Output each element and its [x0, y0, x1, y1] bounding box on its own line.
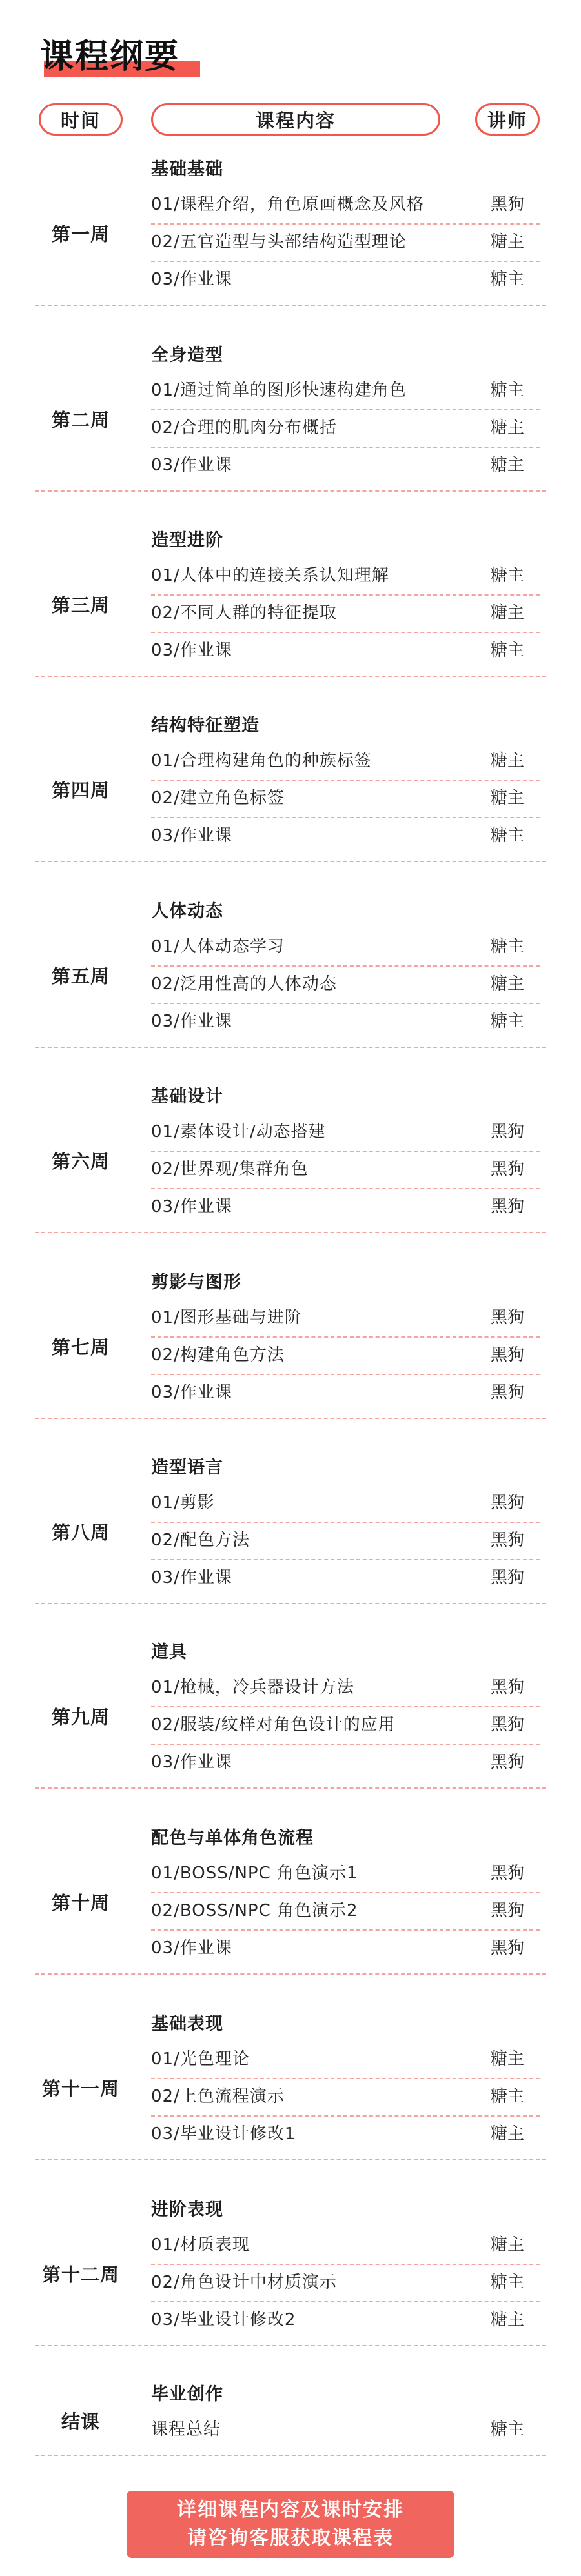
lesson-row — [0, 929, 581, 964]
lesson-row — [0, 743, 581, 778]
week-label: 第十周 — [51, 1892, 110, 1914]
week-label: 第九周 — [51, 1706, 110, 1728]
week-title: 人体动态 — [151, 901, 223, 921]
lesson-title: 02/上色流程演示 — [151, 2087, 285, 2106]
lesson-title: 01/图形基础与进阶 — [151, 1308, 302, 1327]
lesson-title: 01/剪影 — [151, 1493, 215, 1513]
lesson-title: 01/光色理论 — [151, 2049, 250, 2069]
week-divider — [35, 2159, 546, 2160]
lesson-teacher: 黑狗 — [490, 1493, 524, 1513]
week-title: 剪影与图形 — [151, 1273, 241, 1293]
lesson-teacher: 糖主 — [490, 2235, 524, 2255]
lesson-teacher: 糖主 — [490, 456, 524, 475]
lesson-title: 03/作业课 — [151, 270, 232, 289]
lesson-row — [0, 596, 581, 630]
lesson-title: 03/作业课 — [151, 1197, 232, 1216]
title-block — [40, 31, 195, 83]
lesson-title: 03/作业课 — [151, 1383, 232, 1402]
lesson-teacher: 糖主 — [490, 789, 524, 808]
lesson-teacher: 糖主 — [490, 2273, 524, 2292]
header-time: 时间 — [39, 103, 123, 136]
lesson-row — [0, 781, 581, 816]
lesson-teacher: 糖主 — [490, 2087, 524, 2106]
lesson-teacher: 糖主 — [490, 1012, 524, 1031]
lesson-title: 02/角色设计中材质演示 — [151, 2273, 337, 2292]
lesson-title: 课程总结 — [151, 2420, 221, 2439]
week-label: 第八周 — [51, 1522, 110, 1544]
lesson-row — [0, 1560, 581, 1595]
lesson-title: 01/枪械，冷兵器设计方法 — [151, 1678, 354, 1697]
lesson-row — [0, 2079, 581, 2114]
week-label: 第七周 — [51, 1336, 110, 1358]
week-divider — [35, 1603, 546, 1604]
lesson-title: 01/素体设计/动态搭建 — [151, 1122, 326, 1142]
lesson-teacher: 黑狗 — [490, 1901, 524, 1920]
week-divider — [35, 2455, 546, 2456]
lesson-row — [0, 1004, 581, 1039]
lesson-title: 01/人体中的连接关系认知理解 — [151, 566, 389, 585]
lesson-teacher: 黑狗 — [490, 1938, 524, 1958]
lesson-row — [0, 1745, 581, 1780]
lesson-row — [0, 448, 581, 483]
cta-line-2: 请咨询客服获取课程表 — [187, 2527, 394, 2550]
lesson-row — [0, 2412, 581, 2447]
lesson-title: 03/作业课 — [151, 1753, 232, 1772]
lesson-title: 02/不同人群的特征提取 — [151, 603, 337, 623]
week-label: 第六周 — [51, 1151, 110, 1172]
week-divider — [35, 861, 546, 862]
lesson-row — [0, 2042, 581, 2077]
lesson-row — [0, 818, 581, 853]
lesson-teacher: 黑狗 — [490, 1308, 524, 1327]
lesson-row — [0, 1707, 581, 1742]
week-label: 第四周 — [51, 780, 110, 801]
lesson-title: 03/作业课 — [151, 1938, 232, 1958]
lesson-row — [0, 373, 581, 408]
lesson-teacher: 糖主 — [490, 974, 524, 994]
week-divider — [35, 490, 546, 492]
lesson-title: 02/泛用性高的人体动态 — [151, 974, 337, 994]
lesson-teacher: 糖主 — [490, 418, 524, 438]
week-title: 造型语言 — [151, 1458, 223, 1478]
lesson-title: 03/作业课 — [151, 1568, 232, 1587]
lesson-title: 03/作业课 — [151, 826, 232, 845]
lesson-teacher: 黑狗 — [490, 195, 524, 214]
lesson-row — [0, 1114, 581, 1149]
lesson-teacher: 糖主 — [490, 270, 524, 289]
week-title: 结构特征塑造 — [151, 716, 260, 736]
lesson-title: 01/材质表现 — [151, 2235, 250, 2255]
lesson-teacher: 糖主 — [490, 641, 524, 660]
header-teacher: 讲师 — [475, 103, 540, 136]
week-divider — [35, 1232, 546, 1233]
week-divider — [35, 676, 546, 677]
lesson-row — [0, 633, 581, 668]
week-label: 第五周 — [51, 965, 110, 987]
week-label: 第二周 — [51, 409, 110, 431]
lesson-row — [0, 262, 581, 297]
lesson-row — [0, 1300, 581, 1335]
lesson-row — [0, 1856, 581, 1891]
week-divider — [35, 2345, 546, 2346]
lesson-row — [0, 1189, 581, 1224]
page-title: 课程纲要 — [40, 37, 180, 76]
lesson-row — [0, 1893, 581, 1928]
lesson-teacher: 黑狗 — [490, 1753, 524, 1772]
week-title: 基础表现 — [151, 2014, 223, 2034]
lesson-title: 03/作业课 — [151, 456, 232, 475]
lesson-title: 03/毕业设计修改2 — [151, 2310, 296, 2329]
lesson-teacher: 糖主 — [490, 937, 524, 956]
lesson-teacher: 黑狗 — [490, 1678, 524, 1697]
lesson-row — [0, 1485, 581, 1520]
week-title: 基础基础 — [151, 159, 223, 179]
lesson-row — [0, 225, 581, 259]
lesson-title: 01/通过简单的图形快速构建角色 — [151, 381, 407, 400]
lesson-row — [0, 1670, 581, 1705]
lesson-teacher: 糖主 — [490, 2310, 524, 2329]
lesson-row — [0, 187, 581, 222]
week-title: 全身造型 — [151, 345, 223, 365]
lesson-title: 02/BOSS/NPC 角色演示2 — [151, 1901, 358, 1920]
week-label: 第十二周 — [41, 2264, 119, 2286]
lesson-title: 02/合理的肌肉分布概括 — [151, 418, 337, 438]
lesson-title: 01/人体动态学习 — [151, 937, 285, 956]
lesson-teacher: 糖主 — [490, 381, 524, 400]
week-label: 第三周 — [51, 594, 110, 616]
lesson-row — [0, 1931, 581, 1966]
lesson-teacher: 黑狗 — [490, 1864, 524, 1883]
lesson-teacher: 糖主 — [490, 566, 524, 585]
week-title: 基础设计 — [151, 1087, 223, 1107]
lesson-row — [0, 2265, 581, 2300]
lesson-row — [0, 410, 581, 445]
lesson-teacher: 黑狗 — [490, 1568, 524, 1587]
lesson-title: 03/作业课 — [151, 641, 232, 660]
week-title: 配色与单体角色流程 — [151, 1828, 314, 1848]
lesson-title: 01/课程介绍，角色原画概念及风格 — [151, 195, 424, 214]
week-label: 结课 — [61, 2411, 100, 2433]
week-title: 进阶表现 — [151, 2200, 223, 2220]
lesson-row — [0, 1152, 581, 1187]
lesson-teacher: 糖主 — [490, 603, 524, 623]
lesson-title: 02/服装/纹样对角色设计的应用 — [151, 1715, 396, 1735]
lesson-row — [0, 967, 581, 1001]
lesson-teacher: 黑狗 — [490, 1122, 524, 1142]
lesson-teacher: 黑狗 — [490, 1160, 524, 1179]
lesson-row — [0, 2228, 581, 2262]
lesson-title: 02/五官造型与头部结构造型理论 — [151, 232, 407, 252]
week-title: 毕业创作 — [151, 2384, 223, 2404]
week-divider — [35, 1787, 546, 1789]
week-title: 造型进阶 — [151, 530, 223, 550]
lesson-row — [0, 1338, 581, 1373]
lesson-row — [0, 558, 581, 593]
lesson-row — [0, 2302, 581, 2337]
week-divider — [35, 1047, 546, 1048]
header-content: 课程内容 — [151, 103, 440, 136]
lesson-teacher: 黑狗 — [490, 1383, 524, 1402]
week-divider — [35, 1973, 546, 1975]
lesson-row — [0, 2117, 581, 2151]
lesson-teacher: 糖主 — [490, 751, 524, 770]
lesson-title: 02/建立角色标签 — [151, 789, 285, 808]
lesson-teacher: 糖主 — [490, 826, 524, 845]
lesson-teacher: 黑狗 — [490, 1345, 524, 1365]
lesson-teacher: 黑狗 — [490, 1197, 524, 1216]
lesson-teacher: 糖主 — [490, 232, 524, 252]
lesson-row — [0, 1523, 581, 1558]
lesson-title: 01/合理构建角色的种族标签 — [151, 751, 372, 770]
lesson-row — [0, 1375, 581, 1410]
week-label: 第十一周 — [41, 2078, 119, 2100]
week-label: 第一周 — [51, 223, 110, 245]
week-divider — [35, 1418, 546, 1419]
lesson-teacher: 糖主 — [490, 2124, 524, 2144]
lesson-teacher: 糖主 — [490, 2420, 524, 2439]
lesson-title: 02/世界观/集群角色 — [151, 1160, 309, 1179]
lesson-title: 03/作业课 — [151, 1012, 232, 1031]
lesson-title: 03/毕业设计修改1 — [151, 2124, 296, 2144]
lesson-teacher: 黑狗 — [490, 1531, 524, 1550]
contact-service-button[interactable] — [127, 2491, 454, 2558]
lesson-title: 01/BOSS/NPC 角色演示1 — [151, 1864, 358, 1883]
cta-line-1: 详细课程内容及课时安排 — [177, 2499, 404, 2521]
week-title: 道具 — [151, 1642, 187, 1662]
lesson-teacher: 黑狗 — [490, 1715, 524, 1735]
lesson-title: 02/构建角色方法 — [151, 1345, 285, 1365]
lesson-teacher: 糖主 — [490, 2049, 524, 2069]
week-divider — [35, 305, 546, 306]
lesson-title: 02/配色方法 — [151, 1531, 250, 1550]
